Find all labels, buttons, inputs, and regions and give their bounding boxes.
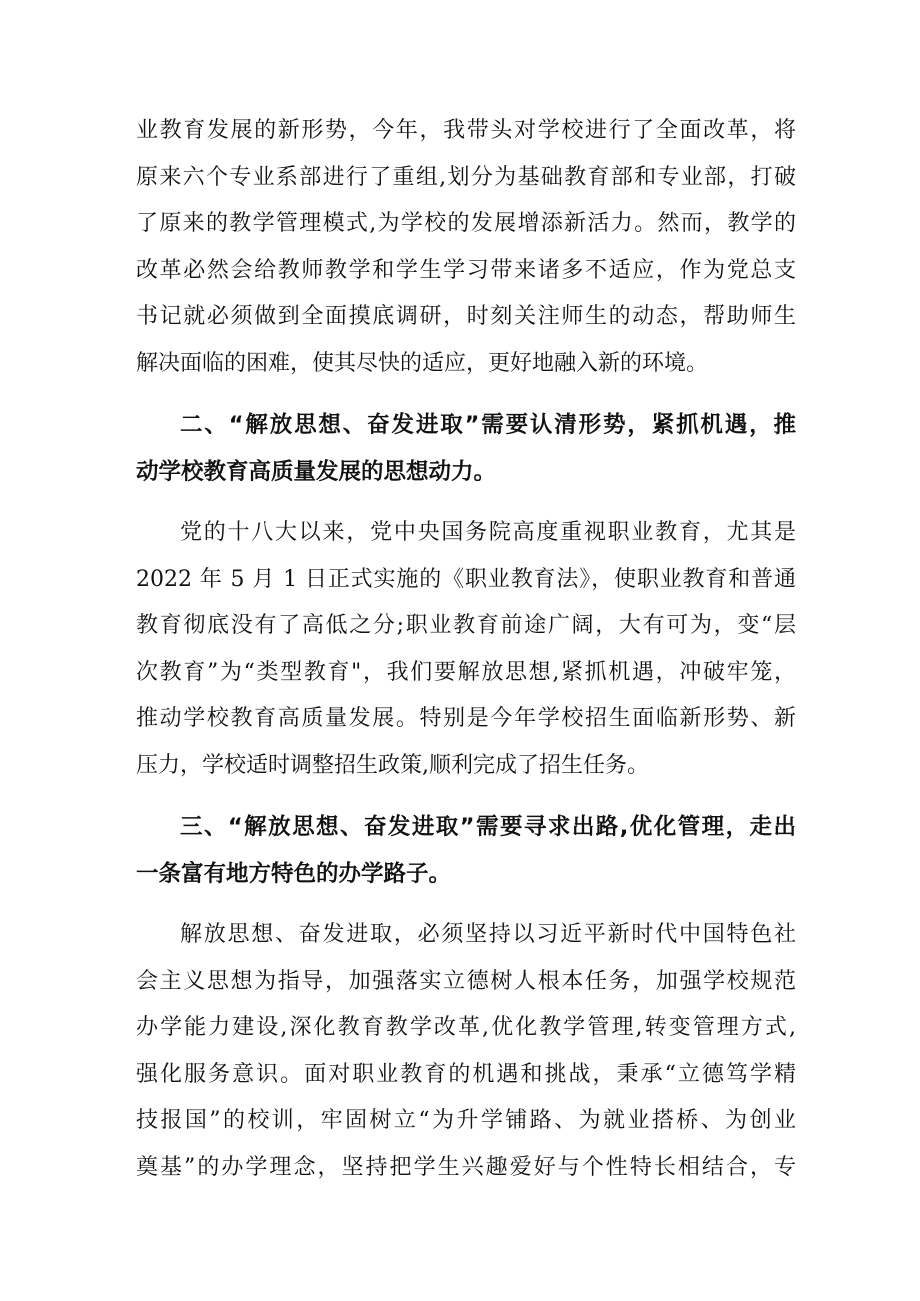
- paragraph-spacer: [136, 789, 796, 804]
- text-line: 奠基”的办学理念，坚持把学生兴趣爱好与个性特长相结合，专: [136, 1154, 796, 1180]
- text-line: 教育彻底没有了高低之分;职业教育前途广阔，大有可为，变“层: [136, 613, 796, 638]
- section-heading-3: [136, 804, 796, 897]
- paragraph-education-reform: [136, 108, 796, 387]
- text-line: 会主义思想为指导，加强落实立德树人根本任务，加强学校规范: [136, 968, 796, 994]
- text-line: 书记就必须做到全面摸底调研，时刻关注师生的动态，帮助师生: [136, 304, 796, 329]
- heading-line: 二、“解放思想、奋发进取”需要认清形势，紧抓机遇，推: [180, 412, 796, 438]
- text-line: 推动学校教育高质量发展。特别是今年学校招生面临新形势、新: [136, 706, 796, 731]
- paragraph-spacer: [136, 387, 796, 402]
- paragraph-vocational-law: [136, 510, 796, 789]
- text-line: 次教育”为“类型教育"，我们要解放思想,紧抓机遇，冲破牢笼，: [136, 659, 796, 685]
- text-line: 业教育发展的新形势，今年，我带头对学校进行了全面改革，将: [136, 118, 796, 143]
- text-line: 强化服务意识。面对职业教育的机遇和挑战，秉承“立德笃学精: [136, 1061, 796, 1087]
- text-line: 改革必然会给教师教学和学生学习带来诸多不适应，作为党总支: [136, 257, 796, 283]
- text-line: 2022 年 5 月 1 日正式实施的《职业教育法》，使职业教育和普通: [136, 566, 796, 592]
- heading-line: 动学校教育高质量发展的思想动力。: [136, 458, 497, 485]
- paragraph-spacer: [136, 495, 796, 510]
- section-heading-2: [136, 402, 796, 495]
- document-body: [136, 108, 796, 1191]
- text-line: 解放思想、奋发进取，必须坚持以习近平新时代中国特色社: [180, 922, 796, 947]
- text-line: 解决面临的困难，使其尽快的适应，更好地融入新的环境。: [136, 350, 709, 376]
- text-line: 了原来的教学管理模式,为学校的发展增添新活力。然而，教学的: [136, 211, 796, 236]
- paragraph-spacer: [136, 897, 796, 912]
- heading-line: 一条富有地方特色的办学路子。: [136, 860, 452, 887]
- paragraph-school-philosophy: [136, 912, 796, 1191]
- text-line: 党的十八大以来，党中央国务院高度重视职业教育，尤其是: [180, 520, 796, 545]
- text-line: 办学能力建设,深化教育教学改革,优化教学管理,转变管理方式,: [136, 1015, 796, 1040]
- text-line: 原来六个专业系部进行了重组,划分为基础教育部和专业部，打破: [136, 164, 796, 190]
- heading-line: 三、“解放思想、奋发进取”需要寻求出路,优化管理，走出: [180, 814, 796, 840]
- text-line: 技报国”的校训，牢固树立“为升学铺路、为就业搭桥、为创业: [136, 1108, 796, 1133]
- text-line: 压力，学校适时调整招生政策,顺利完成了招生任务。: [136, 752, 649, 778]
